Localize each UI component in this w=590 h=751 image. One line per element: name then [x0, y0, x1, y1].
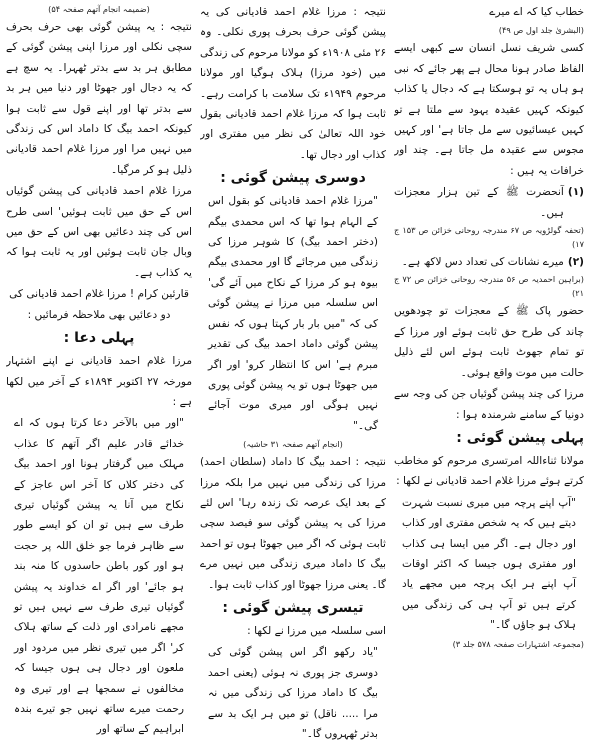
paragraph: حضور پاک ﷺ کے معجزات تو چودھویں چاند کی طرح حق ثابت ہوئے اور مرزا کے تو تمام جھوٹ ثابت ہوئے اس لئے ذلیل حالت میں موت واقع ہوئی۔	[394, 305, 584, 379]
section-heading: پہلی پیشن گوئی :	[456, 429, 584, 446]
item-number: (۱)	[567, 186, 584, 199]
paragraph: مولانا ثناءاللہ امرتسری مرحوم کو مخاطب کرتے ہوئے مرزا غلام احمد قادیانی نے لکھا :	[394, 454, 584, 488]
paragraph: مرزا غلام احمد قادیانی کی پیشن گوئیاں اس کے حق میں ثابت ہوئیں' اسی طرح اس کی چند دعائیں بھی اس کے حق میں وبال جان ثابت ہوئیں اور یہ ثابت ہوا کہ یہ کذاب ہے۔	[6, 185, 192, 279]
paragraph: مرزا کی چند پیشن گوئیاں جن کی وجہ سے دونیا کے سامنے شرمندہ ہوا :	[394, 388, 584, 421]
list-item	[394, 182, 584, 223]
reference: (براہین احمدیہ ص ۵۶ مندرجہ روحانی خزائن ص ۷۲ ج ۲۱)	[394, 274, 584, 299]
quotation: "اور میں بالآخر دعا کرتا ہوں کہ اے خدائے قادر علیم اگر آتھم کا عذاب مہلک میں گرفتار ہونا اور احمد بیگ کی دختر کلاں کا آخر اس عاجز کے نکاح میں آنا یہ پیشن گوئیاں تیری طرف سے ہیں تو ان کو ایسے طور سے ظاہر فرما جو خلق اللہ پر حجت ہو اور کور باطن حاسدوں کا منہ بند ہو جائے' اور اگر اے خداوند یہ پیشن گوئیاں تیری طرف سے نہیں ہیں تو مجھے نامرادی اور ذلت کے ساتھ ہلاک کر' اگر میں تیری نظر میں مردود اور ملعون اور دجال ہی ہوں جیسا کہ مخالفوں نے سمجھا ہے اور تیری وہ رحمت میرے ساتھ نہیں جو تیرے بندہ ابراہیم کے ساتھ اور	[14, 417, 184, 736]
reference: (مجموعہ اشتہارات صفحہ ۵۷۸ جلد ۳)	[452, 638, 584, 649]
paragraph: نتیجہ : مرزا غلام احمد قادیانی کی یہ پیشن گوئی حرف بحرف پوری نکلی۔ وہ ۲۶ مئی ۱۹۰۸ء کو مولانا مرحوم کی زندگی میں (خود مرزا) ہلاک ہوگیا اور مولانا مرحوم ۱۹۴۹ء تک سلامت با کرامت رہے۔ ثابت ہوا کہ مرزا غلام احمد قادیانی بقول خود اللہ تعالیٰ کی نظر میں مفتری اور کذاب اور دجال تھا۔	[200, 6, 386, 161]
reference: (البشریٰ جلد اول ص ۴۹)	[498, 25, 584, 36]
section-heading: دوسری پیشن گوئی :	[220, 170, 366, 187]
paragraph: نتیجہ : احمد بیگ کا داماد (سلطان احمد) مرزا کی زندگی میں نہیں مرا بلکہ مرزا کے بعد ایک عرصہ تک زندہ رہا' اس لئے مرزا کی یہ پیشن گوئی سو فیصد سچی ثابت ہوئی کہ اگر میں جھوٹا ہوں تو احمد بیگ کا داماد میری زندگی میں نہیں مرے گا۔ یعنی مرزا جھوٹا اور کذاب ثابت ہوا۔	[200, 456, 386, 591]
section-heading: پہلی دعا :	[63, 330, 135, 347]
quotation: "یاد رکھو اگر اس پیشن گوئی کی دوسری جز پوری نہ ہوئی (یعنی احمد بیگ کا داماد مرزا کی زندگی میں نہ مرا ..... ناقل) تو میں ہر ایک بد سے بدتر ٹھہروں گا۔"	[208, 646, 378, 740]
reference: (تحفہ گولڑویہ ص ۶۷ مندرجہ روحانی خزائن ص ۱۵۳ ج ۱۷)	[394, 225, 584, 250]
left-column	[6, 2, 192, 750]
paragraph: اسی سلسلہ میں مرزا نے لکھا :	[247, 624, 386, 637]
reference: (انجام آتھم صفحہ ۳۱ حاشیہ)	[243, 439, 343, 450]
item-text: آنحضرت ﷺ کے تین ہزار معجزات ہیں۔	[394, 186, 564, 219]
quotation: "آپ اپنے پرچہ میں میری نسبت شہرت دیتے ہیں کہ یہ شخص مفتری اور کذاب اور دجال ہے۔ اگر میں ایسا ہی کذاب اور مفتری ہوں جیسا کہ اکثر اوقات آپ اپنے ہر ایک پرچہ میں مجھے یاد کرتے ہیں تو آپ ہی کی زندگی میں ہلاک ہو جاؤں گا۔"	[402, 496, 576, 632]
item-number: (۲)	[567, 256, 584, 269]
top-line: خطاب کیا کہ اے میرے	[489, 6, 584, 18]
quotation: "مرزا غلام احمد قادیانی کو بقول اس کے الہام ہوا تھا کہ اس محمدی بیگم (دختر احمد بیگ) کا شوہر مرزا کی زندگی میں مرجائے گا اور محمدی بیگم بیوہ ہو کر مرزا کے نکاح میں آئے گی' اس سلسلہ میں مرزا نے پیشن گوئی کی کہ "میں بار بار کہتا ہوں کہ نفس پیشن گوئی داماد احمد بیگ کی تقدیر مبرم ہے' اس کا انتظار کرو' اور اگر میں جھوٹا ہوں تو یہ پیشن گوئی پوری نہیں ہوگی اور میری موت آجائے گی۔"	[208, 195, 378, 432]
paragraph: نتیجہ : یہ پیشن گوئی بھی حرف بحرف سچی نکلی اور مرزا اپنی پیشن گوئی کے مطابق ہر بد سے بدتر ٹھہرا۔ یہ سچ ہے کہ یہ دجال اور جھوٹا اور دنیا میں ہر بد سے بدتر تھا اور اپنے قول سے ثابت ہوا کیونکہ احمد بیگ کا داماد اس کی زندگی میں نہیں مرا اور مرزا غلام احمد قادیانی ذلیل ہو کر مرگیا۔	[6, 21, 192, 176]
middle-column	[200, 2, 386, 750]
paragraph: مرزا غلام احمد قادیانی نے اپنے اشتہار مورخہ ۲۷ اکتوبر ۱۸۹۴ء کے آخر میں لکھا ہے :	[6, 355, 192, 408]
right-column	[394, 2, 584, 750]
section-heading: تیسری پیشن گوئی :	[222, 599, 364, 616]
item-text: میرے نشانات کی تعداد دس لاکھ ہے۔	[401, 256, 564, 269]
paragraph: قارئین کرام ! مرزا غلام احمد قادیانی کی دو دعائیں بھی ملاحظہ فرمائیں :	[9, 288, 189, 321]
list-item	[394, 252, 584, 272]
reference: (ضمیمہ انجام آتھم صفحہ ۵۴)	[48, 4, 150, 14]
paragraph: کسی شریف نسل انسان سے کبھی ایسے الفاظ صادر ہونا محال ہے پھر جائے کہ نبی ہو ہاں یہ تو ہوسکتا ہے کہ دجال یا کذاب کیونکہ کہیں عقیدہ یہود سے ملتا ہے تو کہیں عیسائیوں سے مل جاتا ہے' اور کہیں مجوس سے عقیدہ مل جاتا ہے۔ چند اور خرافات یہ ہیں :	[394, 42, 584, 177]
